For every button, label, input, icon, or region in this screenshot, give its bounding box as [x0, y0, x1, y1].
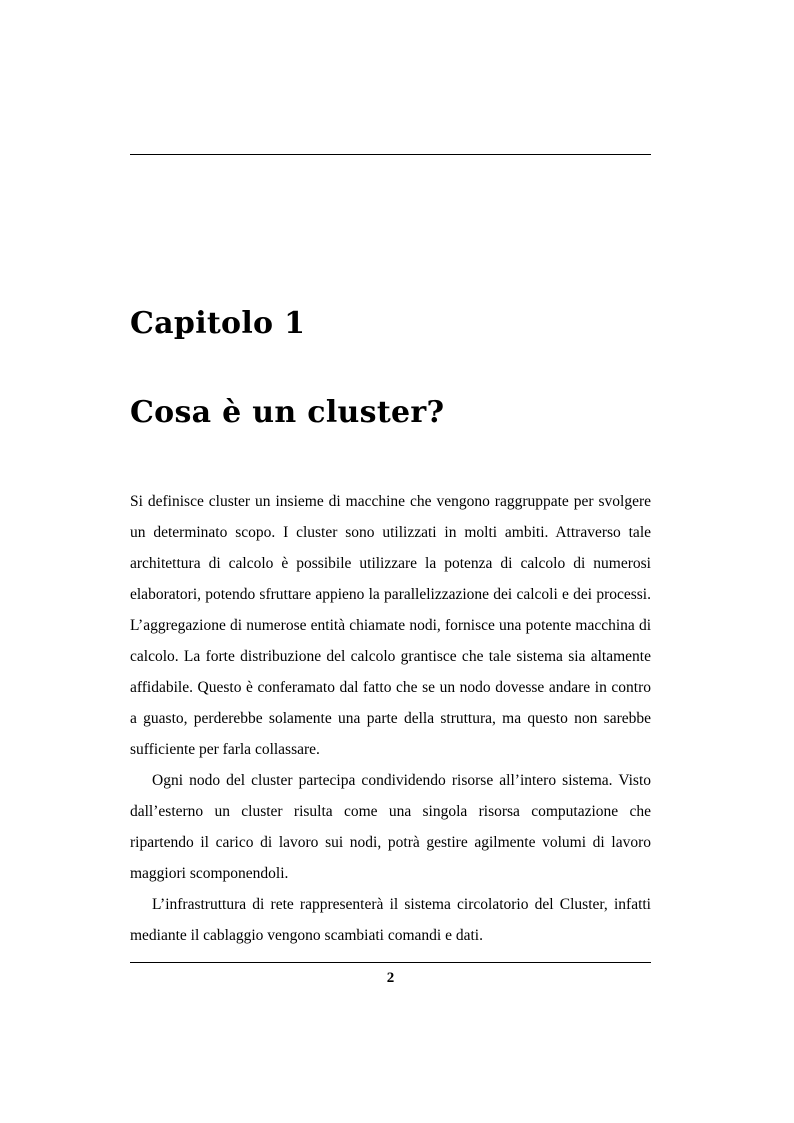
chapter-body	[130, 486, 651, 951]
header-rule	[130, 154, 651, 155]
chapter-label: Capitolo 1	[130, 306, 306, 341]
chapter-title: Cosa è un cluster?	[130, 395, 445, 430]
body-paragraph: Ogni nodo del cluster partecipa condividendo risorse all’intero sistema. Visto dall’esterno un cluster risulta come una singola risorsa computazione che ripartendo il carico di lavoro sui nodi, potrà gestire agilmente volumi di lavoro maggiori scomponendoli.	[130, 772, 651, 882]
body-paragraph: L’infrastruttura di rete rappresenterà il sistema circolatorio del Cluster, infatti mediante il cablaggio vengono scambiati comandi e dati.	[130, 896, 651, 944]
footer-rule	[130, 962, 651, 963]
body-paragraph: Si definisce cluster un insieme di macchine che vengono raggruppate per svolgere un determinato scopo. I cluster sono utilizzati in molti ambiti. Attraverso tale architettura di calcolo è possibile utilizzare la potenza di calcolo di numerosi elaboratori, potendo sfruttare appieno la parallelizzazione dei calcoli e dei processi. L’aggregazione di numerose entità chiamate nodi, fornisce una potente macchina di calcolo. La forte distribuzione del calcolo grantisce che tale sistema sia altamente affidabile. Questo è conferamato dal fatto che se un nodo dovesse andare in contro a guasto, perderebbe solamente una parte della struttura, ma questo non sarebbe sufficiente per farla collassare.	[130, 493, 651, 758]
page-number: 2	[386, 970, 395, 986]
